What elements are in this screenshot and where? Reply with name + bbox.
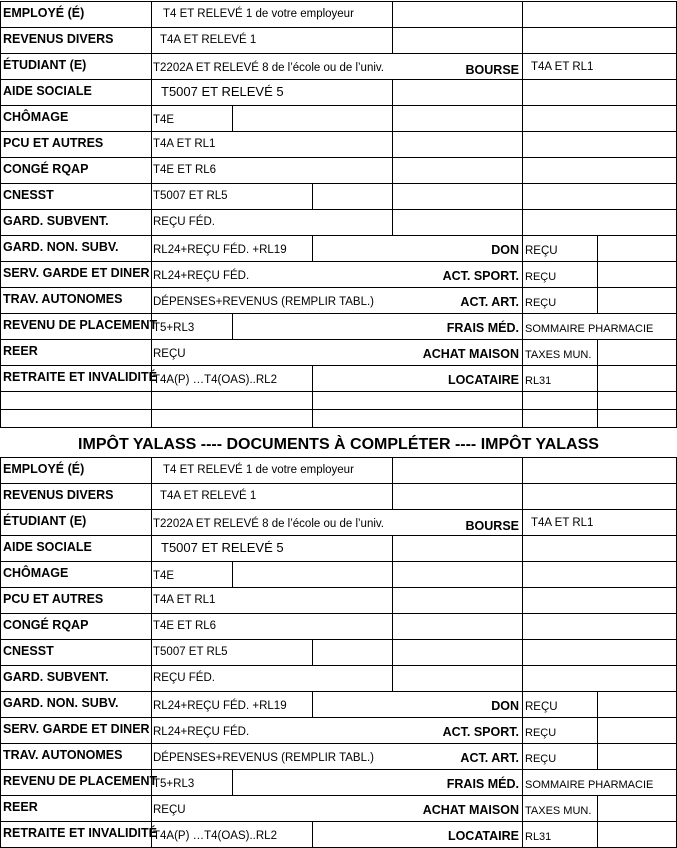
table-left-edge — [0, 535, 1, 561]
row-label: REER — [3, 344, 38, 358]
cell-divider — [522, 209, 523, 235]
table-left-edge — [0, 1, 1, 27]
row-label: AIDE SOCIALE — [3, 84, 92, 98]
cell-divider — [151, 457, 152, 483]
row-value: T5+RL3 — [153, 778, 195, 790]
table-left-edge — [0, 483, 1, 509]
row-divider — [0, 105, 677, 106]
row-value: T5007 ET RELEVÉ 5 — [161, 84, 284, 99]
cell-divider — [151, 339, 152, 365]
cell-divider — [151, 483, 152, 509]
cell-divider — [522, 665, 523, 691]
row-right-value: T4A ET RL1 — [531, 61, 594, 73]
row-divider — [0, 287, 677, 288]
cell-divider — [597, 795, 598, 821]
cell-divider — [392, 105, 393, 131]
cell-divider — [522, 409, 523, 427]
row-value: REÇU FÉD. — [153, 672, 215, 684]
row-label: PCU ET AUTRES — [3, 136, 104, 150]
cell-divider — [151, 717, 152, 743]
row-divider — [0, 509, 677, 510]
table-left-edge — [0, 365, 1, 391]
table-left-edge — [0, 743, 1, 769]
table-left-edge — [0, 795, 1, 821]
row-label: REVENUS DIVERS — [3, 488, 114, 502]
row-right-value: TAXES MUN. — [525, 349, 592, 361]
row-divider — [0, 79, 677, 80]
cell-divider — [232, 561, 233, 587]
row-label: RETRAITE ET INVALIDITÉ — [3, 370, 157, 384]
row-right-label: ACHAT MAISON — [422, 347, 519, 361]
row-label: CONGÉ RQAP — [3, 618, 89, 632]
cell-divider — [522, 691, 523, 717]
cell-divider — [522, 131, 523, 157]
cell-divider — [522, 821, 523, 847]
cell-divider — [312, 365, 313, 391]
cell-divider — [232, 105, 233, 131]
cell-divider — [522, 561, 523, 587]
form-title: IMPÔT YALASS ---- DOCUMENTS À COMPLÉTER ---- IMPÔT YALASS — [78, 436, 599, 453]
cell-divider — [312, 639, 313, 665]
row-value: RL24+REÇU FÉD. — [153, 270, 250, 282]
row-value: DÉPENSES+REVENUS (REMPLIR TABL.) — [153, 296, 375, 308]
row-value: T4A(P) …T4(OAS)..RL2 — [153, 374, 277, 386]
table-left-edge — [0, 79, 1, 105]
cell-divider — [151, 409, 152, 427]
row-divider — [0, 795, 677, 796]
cell-divider — [392, 535, 393, 561]
cell-divider — [151, 53, 152, 79]
table-left-edge — [0, 561, 1, 587]
cell-divider — [151, 795, 152, 821]
row-label: EMPLOYÉ (É) — [3, 6, 85, 20]
row-divider — [0, 131, 677, 132]
table-left-edge — [0, 209, 1, 235]
row-label: TRAV. AUTONOMES — [3, 748, 123, 762]
row-label: SERV. GARDE ET DINER — [3, 266, 150, 280]
cell-divider — [597, 409, 598, 427]
row-value: RL24+REÇU FÉD. — [153, 726, 250, 738]
cell-divider — [151, 1, 152, 27]
row-divider — [0, 391, 677, 392]
row-divider — [0, 27, 677, 28]
row-divider — [0, 665, 677, 666]
cell-divider — [522, 79, 523, 105]
row-divider — [0, 639, 677, 640]
cell-divider — [522, 587, 523, 613]
row-value: REÇU FÉD. — [153, 216, 215, 228]
row-value: T4E ET RL6 — [153, 620, 217, 632]
row-value: REÇU — [153, 804, 186, 816]
cell-divider — [312, 183, 313, 209]
table-left-edge — [0, 639, 1, 665]
cell-divider — [597, 365, 598, 391]
cell-divider — [232, 769, 233, 795]
row-label: REER — [3, 800, 38, 814]
cell-divider — [597, 235, 598, 261]
cell-divider — [522, 769, 523, 795]
row-value: T2202A ET RELEVÉ 8 de l’école ou de l’univ. — [153, 518, 384, 530]
row-divider — [0, 235, 677, 236]
section-1-top-border — [0, 1, 677, 2]
cell-divider — [522, 157, 523, 183]
cell-divider — [597, 261, 598, 287]
cell-divider — [392, 561, 393, 587]
row-divider — [0, 157, 677, 158]
cell-divider — [232, 313, 233, 339]
row-right-value: T4A ET RL1 — [531, 517, 594, 529]
row-right-label: FRAIS MÉD. — [446, 321, 519, 335]
cell-divider — [392, 665, 393, 691]
cell-divider — [151, 157, 152, 183]
row-value: T4A ET RL1 — [153, 594, 216, 606]
row-divider — [0, 261, 677, 262]
table-left-edge — [0, 613, 1, 639]
cell-divider — [522, 287, 523, 313]
row-divider — [0, 587, 677, 588]
row-divider — [0, 561, 677, 562]
row-right-value: REÇU — [525, 245, 558, 257]
row-divider — [0, 821, 677, 822]
cell-divider — [522, 183, 523, 209]
row-right-value: REÇU — [525, 297, 557, 309]
row-right-label: DON — [491, 699, 519, 713]
row-right-label: LOCATAIRE — [447, 373, 519, 387]
row-label: CNESST — [3, 188, 54, 202]
row-value: T4A ET RELEVÉ 1 — [160, 34, 257, 46]
row-right-value: TAXES MUN. — [525, 805, 592, 817]
cell-divider — [312, 821, 313, 847]
cell-divider — [597, 743, 598, 769]
table-left-edge — [0, 509, 1, 535]
cell-divider — [522, 105, 523, 131]
row-divider — [0, 53, 677, 54]
row-right-label: ACT. ART. — [460, 295, 519, 309]
cell-divider — [522, 339, 523, 365]
cell-divider — [151, 79, 152, 105]
cell-divider — [392, 1, 393, 27]
table-left-edge — [0, 457, 1, 483]
row-label: CHÔMAGE — [3, 566, 69, 580]
cell-divider — [597, 717, 598, 743]
cell-divider — [522, 1, 523, 27]
cell-divider — [392, 183, 393, 209]
cell-divider — [392, 27, 393, 53]
cell-divider — [312, 391, 313, 409]
row-label: EMPLOYÉ (É) — [3, 462, 85, 476]
table-left-edge — [0, 287, 1, 313]
row-value: T4 ET RELEVÉ 1 de votre employeur — [163, 8, 354, 20]
cell-divider — [151, 691, 152, 717]
row-right-label: FRAIS MÉD. — [446, 777, 519, 791]
table-left-edge — [0, 131, 1, 157]
cell-divider — [597, 691, 598, 717]
row-right-value: REÇU — [525, 727, 557, 739]
row-right-label: DON — [491, 243, 519, 257]
table-left-edge — [0, 53, 1, 79]
cell-divider — [151, 587, 152, 613]
table-left-edge — [0, 183, 1, 209]
row-divider — [0, 691, 677, 692]
row-divider — [0, 717, 677, 718]
row-value: T4A ET RL1 — [153, 138, 216, 150]
cell-divider — [392, 79, 393, 105]
row-value: T4A ET RELEVÉ 1 — [160, 490, 257, 502]
table-left-edge — [0, 261, 1, 287]
row-right-value: RL31 — [525, 831, 552, 843]
table-left-edge — [0, 339, 1, 365]
row-divider — [0, 409, 677, 410]
row-divider — [0, 483, 677, 484]
cell-divider — [522, 457, 523, 483]
cell-divider — [522, 365, 523, 391]
row-value: DÉPENSES+REVENUS (REMPLIR TABL.) — [153, 752, 375, 764]
row-value: REÇU — [153, 348, 186, 360]
row-label: GARD. SUBVENT. — [3, 214, 109, 228]
row-label: GARD. NON. SUBV. — [3, 696, 119, 710]
cell-divider — [151, 535, 152, 561]
cell-divider — [597, 287, 598, 313]
row-divider — [0, 427, 677, 428]
cell-divider — [151, 509, 152, 535]
row-value: T5007 ET RL5 — [153, 646, 228, 658]
cell-divider — [597, 821, 598, 847]
row-value: T4 ET RELEVÉ 1 de votre employeur — [163, 464, 354, 476]
table-left-edge — [0, 665, 1, 691]
row-label: CHÔMAGE — [3, 110, 69, 124]
cell-divider — [392, 613, 393, 639]
cell-divider — [392, 209, 393, 235]
row-label: REVENU DE PLACEMENT — [3, 774, 158, 788]
cell-divider — [151, 235, 152, 261]
cell-divider — [151, 613, 152, 639]
row-label: GARD. SUBVENT. — [3, 670, 109, 684]
row-label: PCU ET AUTRES — [3, 592, 104, 606]
table-left-edge — [0, 105, 1, 131]
cell-divider — [522, 743, 523, 769]
cell-divider — [392, 483, 393, 509]
cell-divider — [312, 691, 313, 717]
cell-divider — [392, 587, 393, 613]
cell-divider — [522, 27, 523, 53]
cell-divider — [151, 639, 152, 665]
cell-divider — [151, 287, 152, 313]
table-left-edge — [0, 587, 1, 613]
row-divider — [0, 769, 677, 770]
row-value: T4E — [153, 570, 175, 582]
row-value: T2202A ET RELEVÉ 8 de l’école ou de l’univ. — [153, 62, 384, 74]
cell-divider — [392, 157, 393, 183]
row-divider — [0, 313, 677, 314]
cell-divider — [522, 313, 523, 339]
row-value: T5007 ET RL5 — [153, 190, 228, 202]
row-right-value: REÇU — [525, 753, 557, 765]
table-left-edge — [0, 691, 1, 717]
cell-divider — [312, 409, 313, 427]
cell-divider — [151, 665, 152, 691]
cell-divider — [522, 483, 523, 509]
row-right-value: SOMMAIRE PHARMACIE — [525, 779, 654, 791]
cell-divider — [597, 339, 598, 365]
cell-divider — [522, 261, 523, 287]
cell-divider — [151, 27, 152, 53]
row-value: T5+RL3 — [153, 322, 195, 334]
cell-divider — [522, 717, 523, 743]
row-right-label: ACT. ART. — [460, 751, 519, 765]
row-divider — [0, 365, 677, 366]
cell-divider — [392, 131, 393, 157]
row-value: RL24+REÇU FÉD. +RL19 — [153, 700, 287, 712]
row-divider — [0, 183, 677, 184]
table-left-edge — [0, 235, 1, 261]
row-label: CNESST — [3, 644, 54, 658]
row-divider — [0, 209, 677, 210]
cell-divider — [151, 183, 152, 209]
table-left-edge — [0, 391, 1, 409]
cell-divider — [522, 53, 523, 79]
row-right-label: LOCATAIRE — [447, 829, 519, 843]
row-divider — [0, 339, 677, 340]
cell-divider — [151, 391, 152, 409]
row-right-label: BOURSE — [465, 519, 519, 533]
row-label: AIDE SOCIALE — [3, 540, 92, 554]
row-divider — [0, 535, 677, 536]
row-label: CONGÉ RQAP — [3, 162, 89, 176]
row-divider — [0, 613, 677, 614]
row-right-label: ACT. SPORT. — [442, 725, 519, 739]
cell-divider — [522, 509, 523, 535]
row-value: T4A(P) …T4(OAS)..RL2 — [153, 830, 277, 842]
cell-divider — [522, 795, 523, 821]
cell-divider — [392, 639, 393, 665]
table-left-edge — [0, 313, 1, 339]
cell-divider — [522, 613, 523, 639]
row-right-value: REÇU — [525, 701, 558, 713]
cell-divider — [151, 743, 152, 769]
row-label: ÉTUDIANT (E) — [3, 58, 87, 72]
row-right-value: REÇU — [525, 271, 557, 283]
section-2-top-border — [0, 457, 677, 458]
cell-divider — [522, 639, 523, 665]
table-left-edge — [0, 769, 1, 795]
row-right-value: RL31 — [525, 375, 552, 387]
cell-divider — [151, 209, 152, 235]
cell-divider — [151, 105, 152, 131]
table-left-edge — [0, 409, 1, 427]
row-value: T4E — [153, 114, 175, 126]
row-label: REVENU DE PLACEMENT — [3, 318, 158, 332]
cell-divider — [392, 457, 393, 483]
row-label: REVENUS DIVERS — [3, 32, 114, 46]
cell-divider — [522, 535, 523, 561]
row-value: RL24+REÇU FÉD. +RL19 — [153, 244, 287, 256]
row-value: T5007 ET RELEVÉ 5 — [161, 540, 284, 555]
row-label: SERV. GARDE ET DINER — [3, 722, 150, 736]
cell-divider — [597, 391, 598, 409]
table-left-edge — [0, 157, 1, 183]
row-label: TRAV. AUTONOMES — [3, 292, 123, 306]
row-value: T4E ET RL6 — [153, 164, 217, 176]
cell-divider — [151, 261, 152, 287]
cell-divider — [312, 235, 313, 261]
table-left-edge — [0, 717, 1, 743]
row-right-label: BOURSE — [465, 63, 519, 77]
row-right-value: SOMMAIRE PHARMACIE — [525, 323, 654, 335]
row-label: GARD. NON. SUBV. — [3, 240, 119, 254]
cell-divider — [151, 131, 152, 157]
cell-divider — [522, 391, 523, 409]
row-right-label: ACT. SPORT. — [442, 269, 519, 283]
row-label: ÉTUDIANT (E) — [3, 514, 87, 528]
table-left-edge — [0, 27, 1, 53]
row-divider — [0, 743, 677, 744]
table-left-edge — [0, 821, 1, 847]
row-label: RETRAITE ET INVALIDITÉ — [3, 826, 157, 840]
row-right-label: ACHAT MAISON — [422, 803, 519, 817]
cell-divider — [522, 235, 523, 261]
cell-divider — [151, 561, 152, 587]
